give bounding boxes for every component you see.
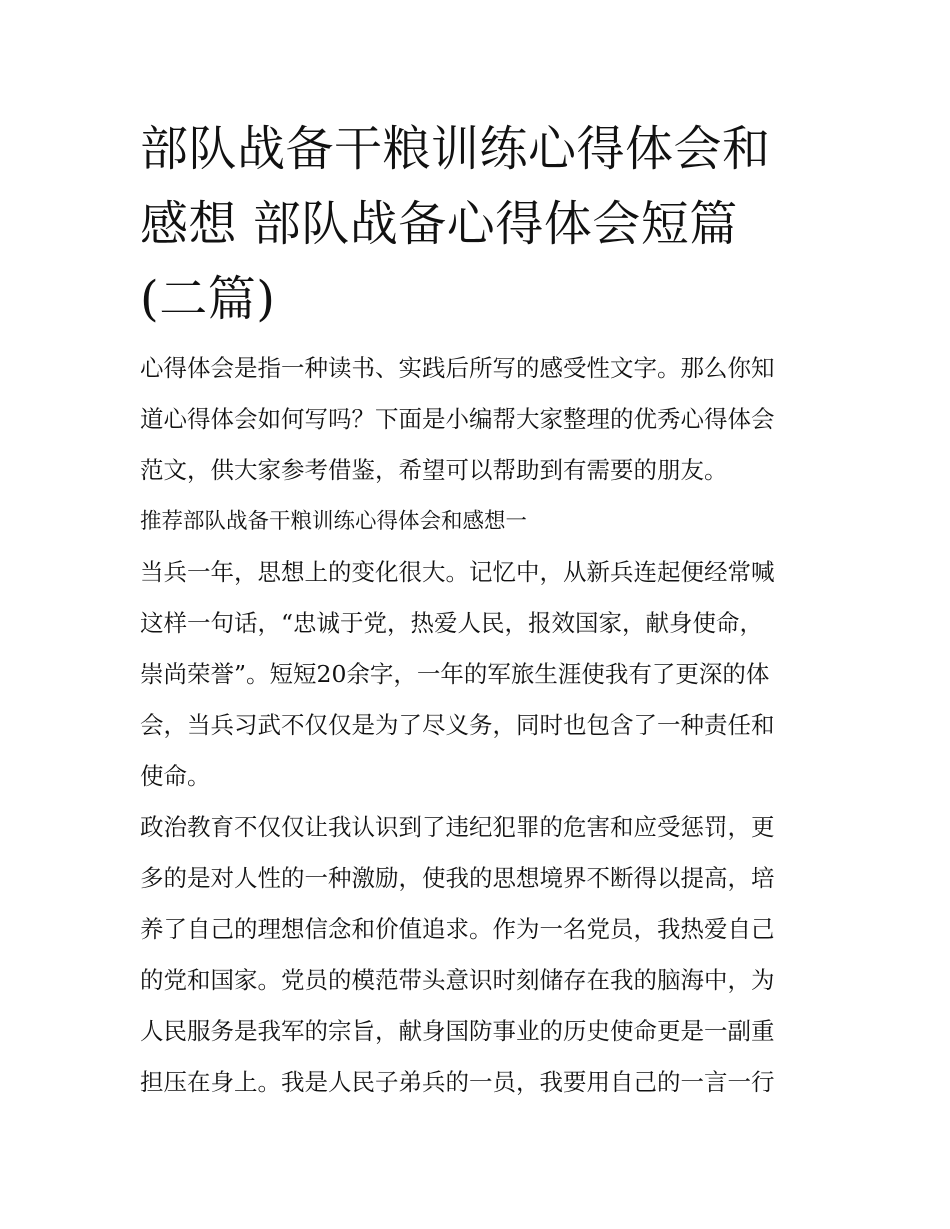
text-line: 多的是对人性的一种激励，使我的思想境界不断得以提高，培 — [140, 864, 775, 892]
text-line: 推荐部队战备干粮训练心得体会和感想一 — [140, 509, 528, 534]
body-paragraph — [140, 547, 820, 802]
text-line: 担压在身上。我是人民子弟兵的一员，我要用自己的一言一行 — [140, 1068, 775, 1096]
document-body — [140, 343, 820, 1108]
text-line: 崇尚荣誉”。短短20余字，一年的军旅生涯使我有了更深的体 — [140, 660, 770, 688]
title-line: 感想 部队战备心得体会短篇 — [140, 196, 738, 252]
document-title — [140, 112, 820, 337]
text-line: 这样一句话，“忠诚于党，热爱人民，报效国家，献身使命， — [140, 609, 764, 637]
text-line: 的党和国家。党员的模范带头意识时刻储存在我的脑海中，为 — [140, 966, 775, 994]
intro-paragraph — [140, 343, 820, 496]
text-line: 使命。 — [140, 762, 211, 790]
text-line: 心得体会是指一种读书、实践后所写的感受性文字。那么你知 — [140, 354, 775, 382]
text-line: 道心得体会如何写吗？下面是小编帮大家整理的优秀心得体会 — [140, 405, 775, 433]
section-heading — [140, 496, 820, 547]
title-line: (二篇) — [140, 271, 276, 327]
body-paragraph — [140, 802, 820, 1108]
text-line: 养了自己的理想信念和价值追求。作为一名党员，我热爱自己 — [140, 915, 775, 943]
text-line: 政治教育不仅仅让我认识到了违纪犯罪的危害和应受惩罚，更 — [140, 813, 775, 841]
title-line: 部队战备干粮训练心得体会和 — [140, 121, 771, 177]
text-line: 人民服务是我军的宗旨，献身国防事业的历史使命更是一副重 — [140, 1017, 775, 1045]
text-line: 当兵一年，思想上的变化很大。记忆中，从新兵连起便经常喊 — [140, 558, 775, 586]
text-line: 范文，供大家参考借鉴，希望可以帮助到有需要的朋友。 — [140, 456, 728, 484]
text-line: 会，当兵习武不仅仅是为了尽义务，同时也包含了一种责任和 — [140, 711, 775, 739]
document-content — [140, 112, 820, 1108]
